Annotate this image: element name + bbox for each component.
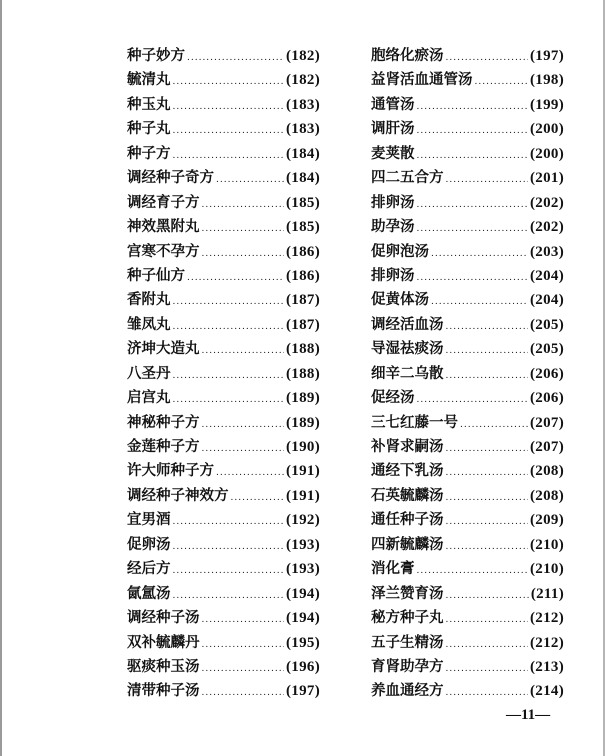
toc-entry: [127, 386, 320, 410]
toc-entry: [371, 435, 564, 459]
toc-entry-page: (196): [286, 658, 320, 675]
toc-entry-title: 排卵汤: [371, 193, 415, 211]
toc-entry-page: (202): [530, 194, 564, 211]
toc-entry-page: (200): [530, 121, 564, 138]
toc-entry-title: 雏凤丸: [127, 315, 171, 333]
toc-entry: [371, 44, 564, 68]
toc-entry-title: 四新毓麟汤: [371, 535, 444, 553]
toc-entry: [127, 582, 320, 606]
toc-entry-title: 育肾助孕方: [371, 657, 444, 675]
toc-entry-page: (182): [286, 48, 320, 64]
toc-entry-page: (200): [530, 145, 564, 162]
toc-entry: [127, 68, 320, 92]
toc-entry: [127, 240, 320, 264]
dot-leader: [173, 388, 285, 412]
toc-entry: [371, 362, 564, 386]
toc-entry-page: (182): [286, 72, 320, 89]
toc-entry-title: 养血通经方: [371, 682, 444, 700]
dot-leader: [173, 119, 285, 143]
toc-entry-page: (204): [530, 292, 564, 309]
dot-leader: [202, 681, 285, 705]
toc-entry-title: 促经汤: [371, 389, 415, 407]
toc-entry-page: (197): [286, 683, 320, 700]
toc-entry: [127, 459, 320, 483]
toc-entry-page: (212): [530, 610, 564, 627]
toc-entry: [371, 166, 564, 190]
toc-entry-title: 香附丸: [127, 291, 171, 309]
toc-entry: [371, 313, 564, 337]
toc-entry: [371, 484, 564, 508]
toc-entry-page: (187): [286, 292, 320, 309]
toc-entry: [371, 264, 564, 288]
dot-leader: [446, 461, 529, 485]
dot-leader: [173, 315, 285, 339]
toc-entry: [127, 557, 320, 581]
dot-leader: [173, 70, 285, 94]
dot-leader: [446, 168, 529, 192]
toc-entry-page: (185): [286, 194, 320, 211]
dot-leader: [173, 144, 285, 168]
toc-entry-title: 双补毓麟丹: [127, 633, 200, 651]
toc-entry-page: (187): [286, 316, 320, 333]
toc-entry-page: (194): [286, 585, 320, 602]
dot-leader: [431, 290, 528, 314]
toc-entry: [371, 557, 564, 581]
dot-leader: [446, 364, 529, 388]
toc-entry-title: 细辛二乌散: [371, 364, 444, 382]
toc-entry-title: 调经育子方: [127, 193, 200, 211]
toc-entry-page: (185): [286, 219, 320, 236]
toc-entry-page: (197): [530, 48, 564, 64]
toc-entry-title: 导湿祛痰汤: [371, 340, 444, 358]
toc-entry: [127, 508, 320, 532]
dot-leader: [187, 266, 284, 290]
toc-entry-title: 通管汤: [371, 95, 415, 113]
toc-entry-title: 排卵汤: [371, 266, 415, 284]
toc-entry-title: 毓清丸: [127, 71, 171, 89]
toc-entry-title: 五子生精汤: [371, 633, 444, 651]
toc-entry: [371, 337, 564, 361]
toc-entry-title: 种子仙方: [127, 266, 185, 284]
toc-entry-title: 金莲种子方: [127, 438, 200, 455]
toc-entry-title: 益肾活血通管汤: [371, 71, 473, 89]
toc-entry: [371, 533, 564, 557]
toc-entry-page: (191): [286, 487, 320, 504]
toc-entry-page: (195): [286, 634, 320, 651]
toc-entry-page: (204): [530, 267, 564, 284]
toc-entry-title: 促黄体汤: [371, 291, 429, 309]
toc-entry: [371, 142, 564, 166]
toc-entry-title: 经后方: [127, 560, 171, 578]
toc-entry-page: (184): [286, 170, 320, 187]
toc-entry-page: (188): [286, 365, 320, 382]
toc-entry-title: 调经种子汤: [127, 609, 200, 627]
dot-leader: [202, 193, 285, 217]
toc-entry-page: (207): [530, 414, 564, 431]
dot-leader: [417, 559, 529, 583]
dot-leader: [417, 144, 529, 168]
toc-entry-title: 种子妙方: [127, 47, 185, 64]
dot-leader: [417, 266, 529, 290]
toc-entry-page: (201): [530, 170, 564, 187]
dot-leader: [202, 608, 285, 632]
toc-entry-title: 清带种子汤: [127, 682, 200, 700]
dot-leader: [173, 290, 285, 314]
toc-entry: [371, 93, 564, 117]
toc-column-right: [371, 44, 564, 704]
toc-entry-page: (186): [286, 243, 320, 260]
dot-leader: [173, 584, 285, 608]
toc-entry: [371, 117, 564, 141]
toc-entry-page: (212): [530, 634, 564, 651]
toc-column-left: [127, 44, 320, 704]
dot-leader: [173, 535, 285, 559]
toc-entry-page: (214): [530, 683, 564, 700]
page-number: —11—: [506, 707, 551, 723]
toc-entry: [371, 606, 564, 630]
toc-entry-page: (206): [530, 390, 564, 407]
toc-entry-page: (193): [286, 561, 320, 578]
toc-entry: [127, 484, 320, 508]
dot-leader: [446, 681, 529, 705]
dot-leader: [446, 315, 529, 339]
toc-entry: [127, 93, 320, 117]
toc-entry-title: 补肾求嗣汤: [371, 438, 444, 455]
toc-entry: [371, 582, 564, 606]
toc-entry: [127, 264, 320, 288]
toc-entry-title: 促卵汤: [127, 535, 171, 553]
dot-leader: [446, 633, 529, 657]
dot-leader: [231, 486, 285, 510]
toc-entry-title: 济坤大造丸: [127, 340, 200, 358]
toc-entry-title: 许大师种子方: [127, 462, 214, 480]
dot-leader: [216, 461, 284, 485]
toc-entry-page: (202): [530, 219, 564, 236]
dot-leader: [446, 535, 529, 559]
toc-entry-page: (193): [286, 536, 320, 553]
toc-entry-title: 神效黑附丸: [127, 218, 200, 236]
dot-leader: [417, 388, 529, 412]
toc-entry-title: 调肝汤: [371, 120, 415, 138]
dot-leader: [202, 413, 285, 437]
dot-leader: [187, 46, 284, 70]
dot-leader: [202, 437, 285, 461]
toc-entry: [127, 313, 320, 337]
toc-entry-title: 驱痰种玉汤: [127, 657, 200, 675]
toc-entry-page: (208): [530, 463, 564, 480]
dot-leader: [173, 364, 285, 388]
dot-leader: [446, 584, 529, 608]
dot-leader: [202, 217, 285, 241]
toc-entry: [371, 411, 564, 435]
toc-entry-page: (198): [530, 72, 564, 89]
dot-leader: [446, 46, 529, 70]
dot-leader: [446, 510, 529, 534]
scan-edge-left: [0, 0, 2, 756]
toc-entry: [127, 142, 320, 166]
toc-entry: [371, 240, 564, 264]
toc-entry-page: (203): [530, 243, 564, 260]
toc-entry-page: (190): [286, 439, 320, 455]
toc-entry-page: (189): [286, 414, 320, 431]
dot-leader: [446, 657, 529, 681]
toc-entry-page: (208): [530, 487, 564, 504]
dot-leader: [460, 413, 528, 437]
toc-entry-title: 泽兰赞育汤: [371, 584, 444, 602]
toc-entry: [127, 44, 320, 68]
toc-entry: [371, 191, 564, 215]
toc-entry-title: 八圣丹: [127, 364, 171, 382]
toc-entry: [127, 606, 320, 630]
toc-entry-page: (206): [530, 365, 564, 382]
toc-entry-page: (210): [530, 561, 564, 578]
toc-entry: [127, 655, 320, 679]
toc-entry-title: 调经种子神效方: [127, 486, 229, 504]
toc-entry-page: (186): [286, 267, 320, 284]
toc-entry: [371, 386, 564, 410]
toc-entry-page: (189): [286, 390, 320, 407]
toc-entry-title: 胞络化瘀汤: [371, 47, 444, 64]
toc-entry-title: 促卵泡汤: [371, 242, 429, 260]
toc-entry: [127, 215, 320, 239]
toc-entry-page: (188): [286, 341, 320, 358]
dot-leader: [202, 633, 285, 657]
toc-entry-title: 四二五合方: [371, 169, 444, 187]
toc-entry-page: (209): [530, 512, 564, 529]
toc-entry-title: 秘方种子丸: [371, 609, 444, 627]
toc-entry: [127, 362, 320, 386]
toc-entry: [127, 631, 320, 655]
dot-leader: [173, 559, 285, 583]
toc-entry-page: (205): [530, 341, 564, 358]
toc-entry-title: 宫寒不孕方: [127, 242, 200, 260]
dot-leader: [417, 217, 529, 241]
dot-leader: [202, 657, 285, 681]
toc-entry-page: (207): [530, 439, 564, 455]
toc-entry-title: 调经活血汤: [371, 315, 444, 333]
toc-entry-title: 种玉丸: [127, 95, 171, 113]
toc-entry-page: (213): [530, 658, 564, 675]
dot-leader: [446, 437, 529, 461]
toc-entry-page: (205): [530, 316, 564, 333]
toc-entry-page: (194): [286, 610, 320, 627]
dot-leader: [446, 339, 529, 363]
toc-entry-page: (211): [530, 585, 564, 602]
toc-entry: [127, 117, 320, 141]
toc-entry-title: 氤氲汤: [127, 584, 171, 602]
dot-leader: [202, 242, 285, 266]
toc-entry-title: 种子丸: [127, 120, 171, 138]
toc-entry-page: (192): [286, 512, 320, 529]
toc-entry-title: 石英毓麟汤: [371, 486, 444, 504]
toc-entry-page: (191): [286, 463, 320, 480]
dot-leader: [431, 242, 528, 266]
toc-entry: [127, 679, 320, 703]
toc-entry-title: 宜男酒: [127, 511, 171, 529]
toc-entry-title: 三七红藤一号: [371, 413, 458, 431]
toc-entry: [127, 337, 320, 361]
toc-entry: [127, 166, 320, 190]
toc-entry: [371, 68, 564, 92]
toc-entry-title: 麦荚散: [371, 144, 415, 162]
toc-entry-page: (183): [286, 121, 320, 138]
toc-entry: [371, 631, 564, 655]
toc-entry: [371, 655, 564, 679]
toc-entry-title: 神秘种子方: [127, 413, 200, 431]
toc-entry: [371, 679, 564, 703]
toc-entry: [371, 215, 564, 239]
dot-leader: [202, 339, 285, 363]
toc-entry-page: (210): [530, 536, 564, 553]
toc-entry-title: 调经种子奇方: [127, 169, 214, 187]
dot-leader: [417, 95, 529, 119]
dot-leader: [173, 510, 285, 534]
dot-leader: [417, 119, 529, 143]
toc-entry-title: 助孕汤: [371, 218, 415, 236]
dot-leader: [446, 608, 529, 632]
toc-entry-title: 通经下乳汤: [371, 462, 444, 480]
dot-leader: [417, 193, 529, 217]
dot-leader: [216, 168, 284, 192]
toc-entry: [127, 191, 320, 215]
toc-entry: [371, 459, 564, 483]
toc-entry: [127, 288, 320, 312]
toc-entry-page: (184): [286, 145, 320, 162]
toc-entry-title: 消化膏: [371, 560, 415, 578]
toc-entry: [127, 533, 320, 557]
toc-entry: [371, 288, 564, 312]
toc-entry-page: (183): [286, 96, 320, 113]
scan-edge-right: [603, 0, 605, 756]
toc-entry-title: 启宫丸: [127, 389, 171, 407]
dot-leader: [475, 70, 529, 94]
toc-entry: [127, 411, 320, 435]
toc-entry-title: 种子方: [127, 144, 171, 162]
toc-entry: [127, 435, 320, 459]
dot-leader: [446, 486, 529, 510]
dot-leader: [173, 95, 285, 119]
toc-entry-page: (199): [530, 96, 564, 113]
toc-entry: [371, 508, 564, 532]
toc-entry-title: 通任种子汤: [371, 511, 444, 529]
